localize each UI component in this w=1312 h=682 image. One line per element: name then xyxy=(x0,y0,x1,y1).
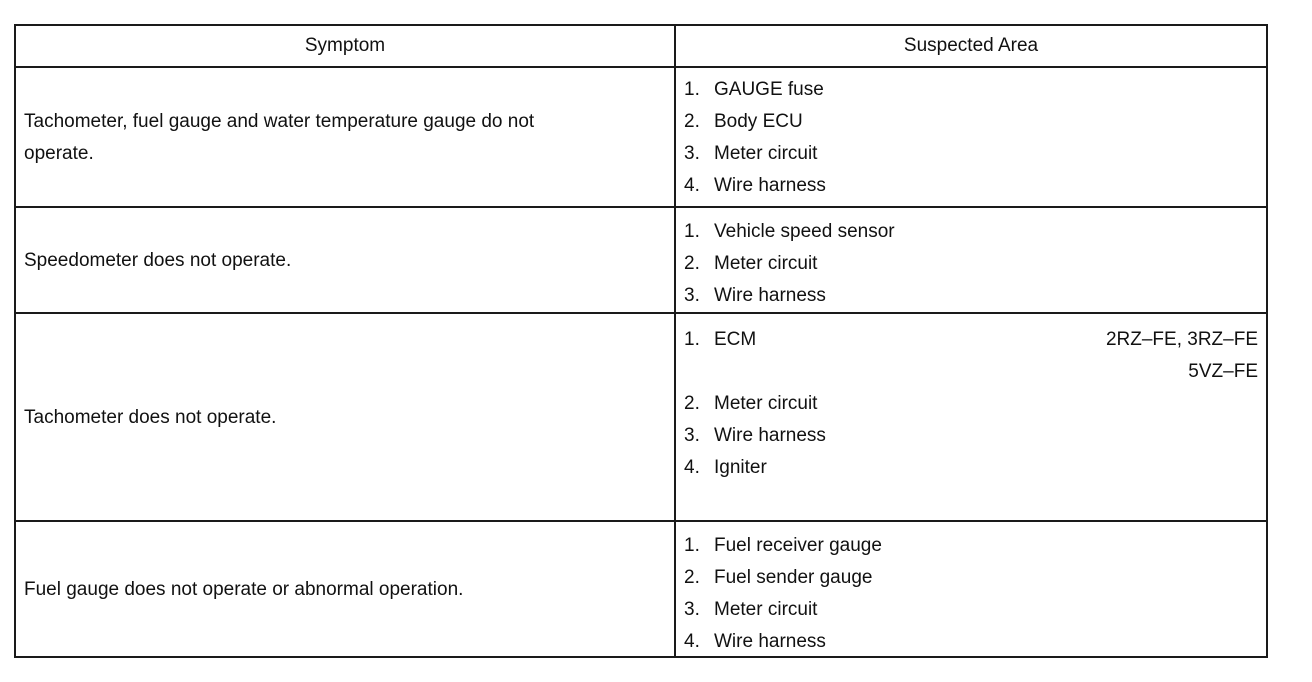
item-number: 1. xyxy=(684,221,700,242)
item-text: Body ECU xyxy=(714,111,803,132)
list-item xyxy=(684,324,1258,388)
suspected-area-list xyxy=(684,216,1258,312)
item-text: Fuel receiver gauge xyxy=(714,535,882,556)
list-item xyxy=(684,388,1258,420)
symptom-text: Speedometer does not operate. xyxy=(24,250,292,271)
item-text: Meter circuit xyxy=(714,143,818,164)
list-item xyxy=(684,216,1258,248)
item-number: 1. xyxy=(684,535,700,556)
item-text: Meter circuit xyxy=(714,599,818,620)
item-text: Igniter xyxy=(714,457,767,478)
engine-note-line: 2RZ–FE, 3RZ–FE xyxy=(1105,329,1258,350)
list-item xyxy=(684,626,1258,658)
item-number: 3. xyxy=(684,425,700,446)
item-text: Wire harness xyxy=(714,631,826,652)
item-number: 4. xyxy=(684,175,700,196)
suspected-area-list xyxy=(684,74,1258,202)
item-text: Wire harness xyxy=(714,425,826,446)
list-item xyxy=(684,170,1258,202)
item-number: 2. xyxy=(684,567,700,588)
suspected-area-list xyxy=(684,530,1258,658)
row-divider xyxy=(16,520,1266,522)
item-text: Meter circuit xyxy=(714,393,818,414)
list-item xyxy=(684,452,1258,484)
list-item xyxy=(684,594,1258,626)
item-number: 2. xyxy=(684,111,700,132)
header-divider xyxy=(16,66,1266,68)
item-text: ECM xyxy=(714,329,757,350)
row-divider xyxy=(16,312,1266,314)
item-text: GAUGE fuse xyxy=(714,79,824,100)
engine-note xyxy=(1106,324,1258,388)
list-item xyxy=(684,138,1258,170)
list-item xyxy=(684,530,1258,562)
list-item xyxy=(684,420,1258,452)
item-number: 2. xyxy=(684,253,700,274)
item-number: 3. xyxy=(684,285,700,306)
header-suspected-area: Suspected Area xyxy=(903,35,1039,56)
item-number: 1. xyxy=(684,79,700,100)
item-text: Meter circuit xyxy=(714,253,818,274)
item-number: 4. xyxy=(684,631,700,652)
list-item xyxy=(684,248,1258,280)
column-divider xyxy=(674,26,676,656)
table-row-symptom xyxy=(24,524,644,656)
symptom-text: Tachometer does not operate. xyxy=(24,407,277,428)
item-number: 4. xyxy=(684,457,700,478)
item-number: 3. xyxy=(684,599,700,620)
item-number: 1. xyxy=(684,329,700,350)
item-text: Wire harness xyxy=(714,285,826,306)
item-text: Vehicle speed sensor xyxy=(714,221,895,242)
symptom-table xyxy=(14,24,1268,658)
row-divider xyxy=(16,206,1266,208)
table-row-symptom xyxy=(24,70,644,206)
symptom-text: Fuel gauge does not operate or abnormal operation. xyxy=(24,579,464,600)
item-number: 3. xyxy=(684,143,700,164)
list-item xyxy=(684,74,1258,106)
header-symptom: Symptom xyxy=(304,35,386,56)
list-item xyxy=(684,562,1258,594)
item-number: 2. xyxy=(684,393,700,414)
item-text: Wire harness xyxy=(714,175,826,196)
table-row-symptom xyxy=(24,316,644,520)
engine-note-line: 5VZ–FE xyxy=(1188,361,1258,382)
table-row-symptom xyxy=(24,210,644,312)
symptom-text: Tachometer, fuel gauge and water temperature gauge do not operate. xyxy=(24,111,535,164)
list-item xyxy=(684,280,1258,312)
suspected-area-list xyxy=(684,324,1258,484)
list-item xyxy=(684,106,1258,138)
item-text: Fuel sender gauge xyxy=(714,567,873,588)
